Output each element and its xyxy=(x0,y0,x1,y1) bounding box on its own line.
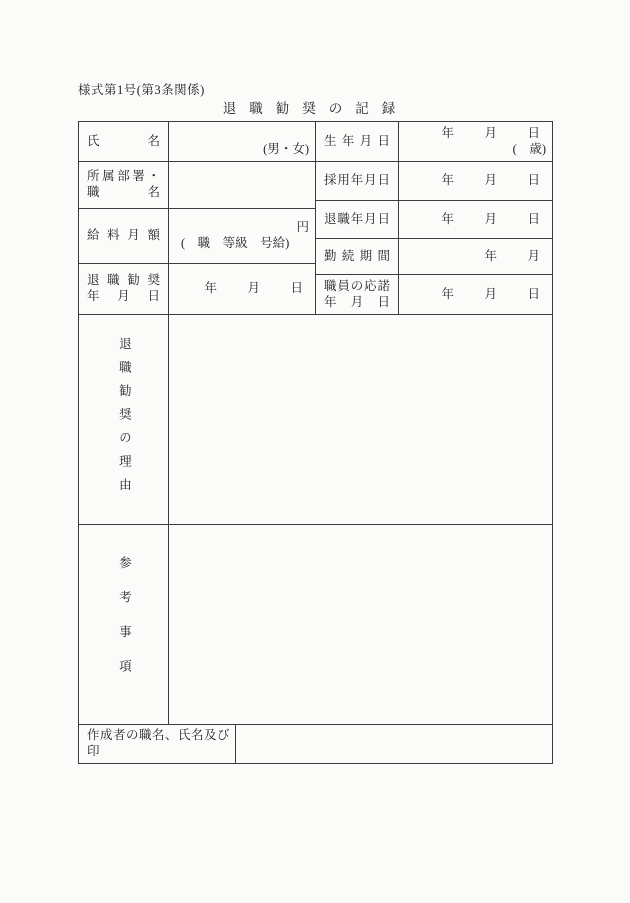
reason-label: 退職勧奨の理由 xyxy=(117,337,132,502)
recommendation-label-line2: 年月日 xyxy=(87,289,160,303)
salary-value-cell xyxy=(169,209,315,263)
gender-note: (男・女) xyxy=(263,142,309,157)
acceptance-date-row xyxy=(316,275,552,314)
acceptance-date-placeholder: 年 月 日 xyxy=(441,286,549,301)
hire-label-cell xyxy=(316,162,399,200)
birth-label-cell xyxy=(316,122,399,161)
salary-grade-note: ( 職 等級 号給) xyxy=(181,236,290,250)
acceptance-label-cell xyxy=(316,275,399,314)
age-placeholder: ( 歳) xyxy=(512,141,546,156)
retirement-label: 退職年月日 xyxy=(324,211,390,226)
recommendation-date-row xyxy=(79,264,315,314)
remarks-label-cell xyxy=(79,525,169,724)
salary-row xyxy=(79,209,315,264)
recommendation-date-placeholder: 年 月 日 xyxy=(204,281,312,296)
retirement-value-cell xyxy=(399,201,552,238)
retirement-label-cell xyxy=(316,201,399,238)
department-value-cell xyxy=(169,162,315,208)
name-row xyxy=(79,122,315,162)
birth-date-row xyxy=(316,122,552,162)
birth-label: 生年月日 xyxy=(324,133,390,148)
header-section xyxy=(79,122,552,314)
creator-value-cell xyxy=(236,725,552,763)
salary-label-cell xyxy=(79,209,169,263)
page-title: 退職勧奨の記録 xyxy=(222,101,409,116)
service-label: 勤続期間 xyxy=(324,248,390,263)
department-label-cell xyxy=(79,162,169,208)
retirement-date-row xyxy=(316,201,552,239)
creator-label-cell xyxy=(79,725,236,763)
remarks-label: 参考事項 xyxy=(117,555,132,694)
salary-unit: 円 xyxy=(296,220,309,235)
acceptance-label-line2: 年月日 xyxy=(324,294,390,309)
hire-label: 採用年月日 xyxy=(324,173,390,188)
department-label-line1: 所属部署・ xyxy=(87,169,160,184)
name-value-cell xyxy=(169,122,315,161)
hire-date-placeholder: 年 月 日 xyxy=(441,173,549,188)
department-label-line2: 職名 xyxy=(87,185,160,199)
remarks-section xyxy=(79,524,552,724)
form-number: 様式第1号(第3条関係) xyxy=(78,83,205,97)
right-column-group xyxy=(315,122,552,314)
hire-date-row xyxy=(316,162,552,201)
reason-label-cell xyxy=(79,315,169,524)
service-label-cell xyxy=(316,239,399,274)
recommendation-value-cell xyxy=(169,264,315,314)
service-value-cell xyxy=(399,239,552,274)
department-row xyxy=(79,162,315,209)
service-period-placeholder: 年 月 xyxy=(484,248,549,263)
reason-section xyxy=(79,314,552,524)
retirement-date-placeholder: 年 月 日 xyxy=(441,211,549,226)
creator-label: 作成者の職名、氏名及び印 xyxy=(87,728,231,758)
salary-label: 給料月額 xyxy=(87,228,160,243)
recommendation-label-line1: 退職勧奨 xyxy=(87,273,160,288)
service-period-row xyxy=(316,239,552,275)
acceptance-label-line1: 職員の応諾 xyxy=(324,278,390,293)
reason-value-cell xyxy=(169,315,552,524)
record-table xyxy=(78,121,553,764)
name-label: 氏名 xyxy=(87,133,160,148)
creator-section xyxy=(79,724,552,763)
acceptance-value-cell xyxy=(399,275,552,314)
hire-value-cell xyxy=(399,162,552,200)
recommendation-label-cell xyxy=(79,264,169,314)
left-column-group xyxy=(79,122,315,314)
birth-value-cell xyxy=(399,122,552,161)
name-label-cell xyxy=(79,122,169,161)
remarks-value-cell xyxy=(169,525,552,724)
birth-date-placeholder: 年 月 日 xyxy=(441,125,549,140)
